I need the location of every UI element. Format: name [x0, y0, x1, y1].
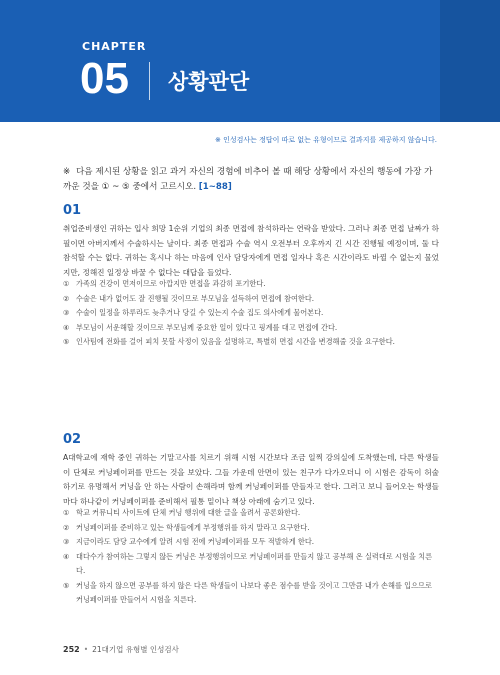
option-number: ②	[63, 522, 70, 532]
chapter-number: 05	[80, 54, 129, 103]
option-text: 인사팀에 전화를 걸어 피치 못할 사정이 있음을 설명하고, 특별히 면접 시간을 변경해줄 것을 요구한다.	[76, 337, 395, 346]
option-item[interactable]	[63, 550, 439, 579]
option-item[interactable]	[63, 277, 439, 292]
page-footer	[63, 644, 179, 655]
option-text: 수술이 일정을 하루라도 늦추거나 당길 수 있는지 수술 집도 의사에게 물어본다.	[76, 308, 324, 317]
header-divider	[149, 62, 150, 100]
option-number: ①	[63, 279, 70, 288]
option-text: 가족의 건강이 먼저이므로 아깝지만 면접을 과감히 포기한다.	[76, 279, 266, 288]
instruction	[63, 165, 439, 195]
option-number: ④	[63, 551, 70, 561]
footer-separator: •	[83, 645, 89, 654]
chapter-header	[0, 0, 500, 122]
option-list	[63, 277, 439, 350]
question-text: 취업준비생인 귀하는 입사 희망 1순위 기업의 최종 면접에 참석하라는 연락을 받았다. 그러나 최종 면접 날짜가 하필이면 아버지께서 수술하시는 날이다. 최종 면접과 수술 역시 오전부터 오후까지 긴 시간 진행될 예정이며, 둘 다 참석할 수는 없다. 귀하는 혹시나 하는 마음에 인사 담당자에게 면접 일자나 혹은 시간이라도 바뀔 수 없는지 물었지만, 정해진 일정상 바꿀 수 없다는 대답을 들었다.	[63, 224, 439, 277]
option-text: 부모님이 서운해할 것이므로 부모님께 중요한 일이 있다고 핑계를 대고 면접에 간다.	[76, 322, 338, 332]
chapter-title: 상황판단	[168, 70, 250, 94]
option-number: ②	[63, 293, 70, 303]
option-item[interactable]	[63, 535, 439, 550]
option-number: ⑤	[63, 337, 70, 346]
option-text: 학교 커뮤니티 사이트에 단체 커닝 행위에 대한 글을 올려서 공론화한다.	[76, 508, 301, 517]
result-notice: ※ 인성검사는 정답이 따로 없는 유형이므로 결과지를 제공하지 않습니다.	[215, 136, 437, 144]
option-text: 커닝을 하지 않으면 공부를 하지 않은 다른 학생들이 나보다 좋은 점수를 받을 것이고 그만큼 내가 손해를 입으므로 커닝페이퍼를 만들어서 시험을 치른다.	[76, 580, 432, 604]
option-item[interactable]	[63, 292, 439, 307]
option-number: ④	[63, 322, 70, 332]
question-number: 01	[63, 203, 82, 218]
option-item[interactable]	[63, 579, 439, 608]
option-number: ③	[63, 537, 70, 546]
option-text: 대다수가 참여하는 그렇지 않든 커닝은 부정행위이므로 커닝페이퍼를 만들지 않고 공부해 온 실력대로 시험을 치른다.	[76, 551, 433, 575]
option-number: ⑤	[63, 580, 70, 590]
option-number: ③	[63, 308, 70, 317]
option-text: 지금이라도 담당 교수에게 알려 시험 전에 커닝페이퍼를 모두 적발하게 한다.	[76, 537, 315, 546]
option-text: 수술은 내가 없어도 잘 진행될 것이므로 부모님을 설득하여 면접에 참여한다.	[76, 293, 315, 303]
page-number: 252	[63, 645, 80, 654]
option-text: 커닝페이퍼를 준비하고 있는 학생들에게 부정행위를 하지 말라고 요구한다.	[76, 522, 310, 532]
header-accent-strip	[440, 0, 500, 122]
option-item[interactable]	[63, 321, 439, 336]
option-list	[63, 506, 439, 608]
option-number: ①	[63, 508, 70, 517]
question-text: A대학교에 재학 중인 귀하는 기말고사를 치르기 위해 시험 시간보다 조금 일찍 강의실에 도착했는데, 다른 학생들이 단체로 커닝페이퍼를 만드는 것을 보았다. 그들 가운데 안면이 있는 친구가 다가오더니 이 시험은 감독이 허술하기로 유명해서 커닝을 안 하는 사람이 손해라며 함께 커닝페이퍼를 만들자고 한다. 그러고 보니 들어오는 학생들마다 하나같이 커닝페이퍼를 준비해서 필통 밑이나 책상 아래에 숨기고 있다.	[63, 453, 439, 506]
option-item[interactable]	[63, 521, 439, 536]
option-item[interactable]	[63, 506, 439, 521]
question-range: [1~88]	[198, 182, 232, 192]
option-item[interactable]	[63, 335, 439, 350]
book-title: 21대기업 유형별 인성검사	[92, 645, 179, 654]
option-item[interactable]	[63, 306, 439, 321]
instruction-text: 다음 제시된 상황을 읽고 과거 자신의 경험에 비추어 볼 때 해당 상황에서 자신의 행동에 가장 가까운 것을 ① ~ ⑤ 중에서 고르시오.	[63, 167, 433, 192]
chapter-label: CHAPTER	[82, 40, 147, 53]
instruction-mark: ※	[63, 167, 71, 177]
question-number: 02	[63, 432, 82, 447]
